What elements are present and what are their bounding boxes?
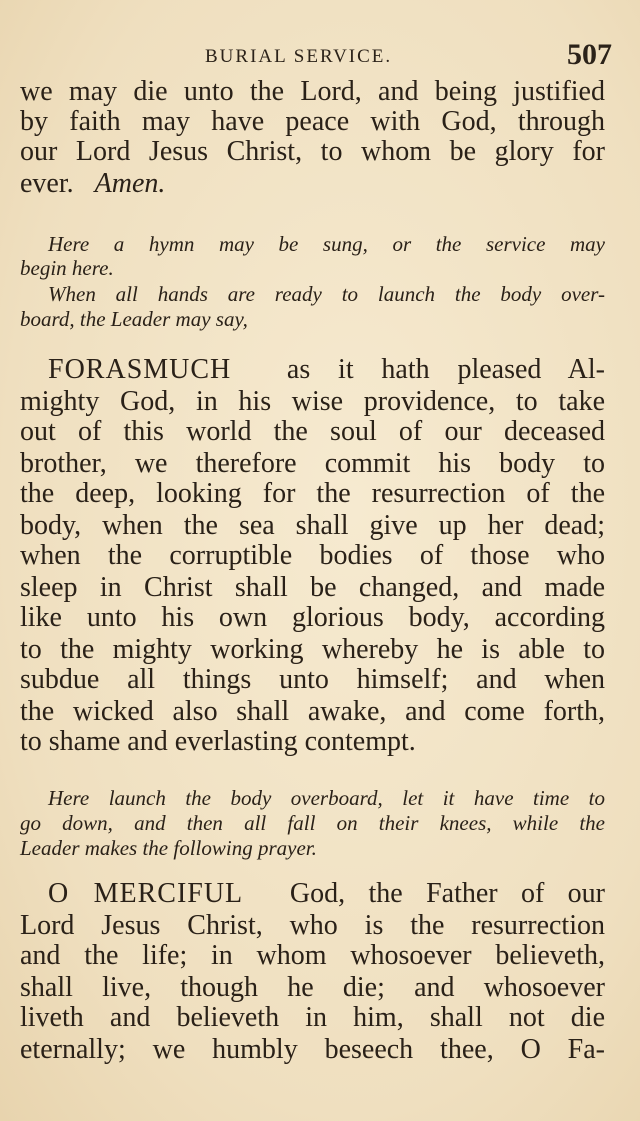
running-head — [0, 38, 640, 78]
text-line: the wicked also shall awake, and come forth, — [20, 696, 605, 727]
rubric-line: Here launch the body overboard, let it have time to — [48, 786, 605, 810]
text-line: and the life; in whom whosoever believeth, — [20, 940, 605, 971]
text-line — [20, 170, 605, 198]
text-ever: ever. — [20, 168, 74, 199]
text-line: brother, we therefore commit his body to — [20, 448, 605, 479]
text-line: the deep, looking for the resurrection of the — [20, 478, 605, 509]
text-line: out of this world the soul of our deceased — [20, 416, 605, 447]
text-segment: as it hath pleased Al- — [286, 354, 606, 385]
opening-word: FORASMUCH — [48, 354, 232, 385]
opening-word: O MERCIFUL — [48, 878, 244, 909]
text-line: we may die unto the Lord, and being justified — [20, 76, 605, 107]
text-line: sleep in Christ shall be changed, and made — [20, 572, 605, 603]
text-line: eternally; we humbly beseech thee, O Fa- — [20, 1034, 605, 1065]
text-line — [48, 356, 605, 384]
rubric-line: begin here. — [20, 256, 114, 280]
text-line: when the corruptible bodies of those who — [20, 540, 605, 571]
rubric-line: Leader makes the following prayer. — [20, 836, 317, 860]
text-line: to shame and everlasting contempt. — [20, 726, 416, 757]
text-line: by faith may have peace with God, through — [20, 106, 605, 137]
text-line: like unto his own glorious body, according — [20, 602, 605, 633]
text-line: to the mighty working whereby he is able to — [20, 634, 605, 665]
rubric-line: board, the Leader may say, — [20, 307, 248, 331]
rubric-line: When all hands are ready to launch the body over- — [48, 282, 605, 306]
text-line: shall live, though he die; and whosoever — [20, 972, 605, 1003]
rubric-line: go down, and then all fall on their knees, while the — [20, 811, 605, 835]
rubric-line: Here a hymn may be sung, or the service may — [48, 232, 605, 256]
text-line: our Lord Jesus Christ, to whom be glory for — [20, 136, 605, 167]
text-line: subdue all things unto himself; and when — [20, 664, 605, 695]
text-line: liveth and believeth in him, shall not die — [20, 1002, 605, 1033]
text-segment: God, the Father of our — [289, 878, 606, 909]
text-line: Lord Jesus Christ, who is the resurrection — [20, 910, 605, 941]
amen: Amen. — [94, 168, 166, 199]
text-line: mighty God, in his wise providence, to take — [20, 386, 605, 417]
text-line: body, when the sea shall give up her dead; — [20, 510, 605, 541]
running-title: BURIAL SERVICE. — [205, 46, 393, 67]
page-number: 507 — [567, 38, 612, 71]
text-line — [48, 880, 605, 908]
